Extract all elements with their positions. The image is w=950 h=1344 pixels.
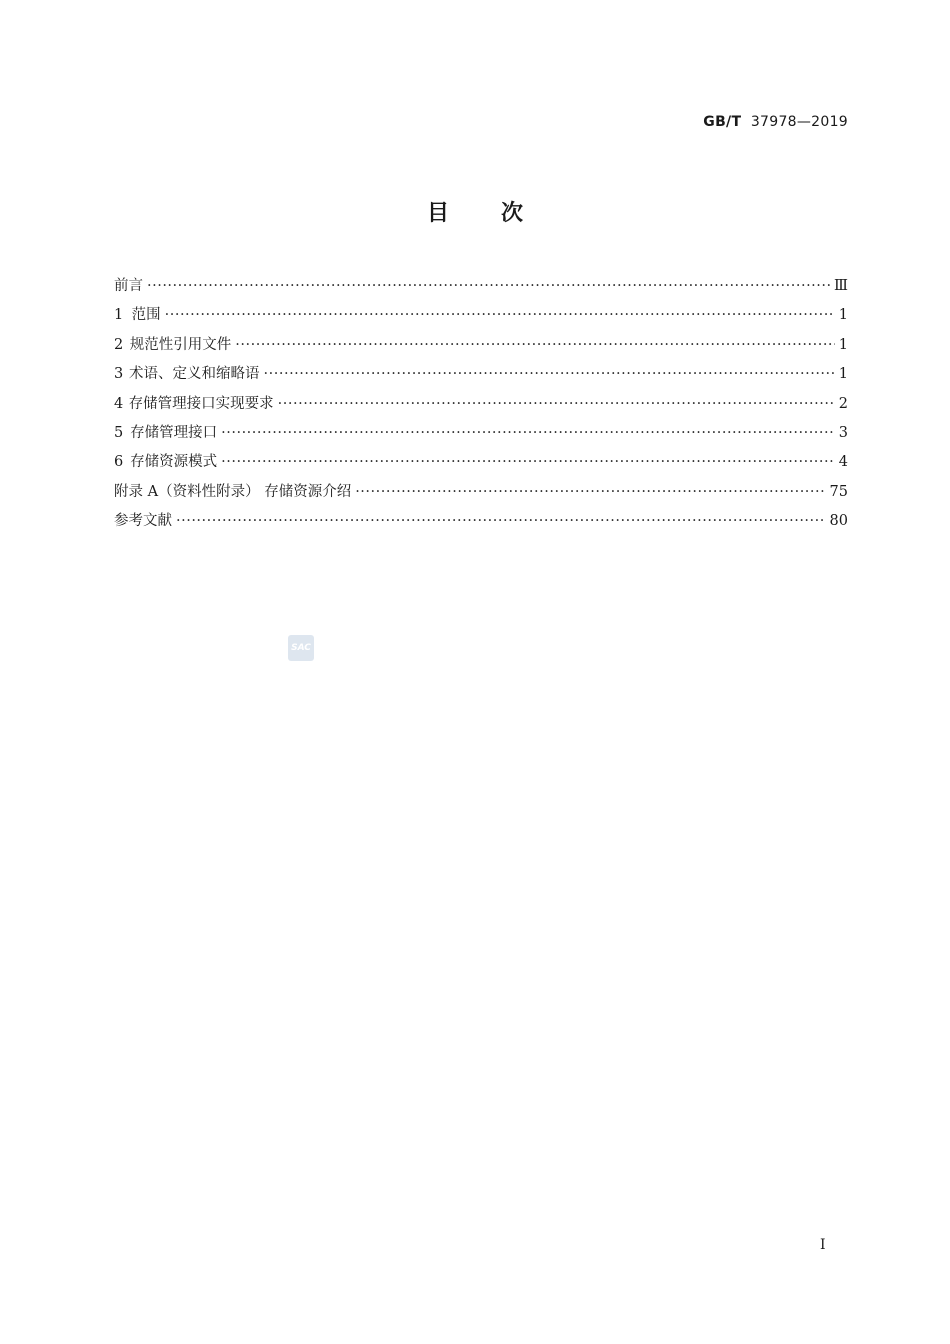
toc-entry-scope[interactable] <box>114 303 848 332</box>
toc-dot-leader <box>221 454 835 470</box>
title-char-2: 次 <box>501 201 524 226</box>
toc-entry-page: 2 <box>838 395 848 412</box>
toc-entry-page: 1 <box>838 307 848 324</box>
page-number: I <box>820 1237 826 1253</box>
toc-entry-number: 1 <box>114 307 124 324</box>
toc-entry-label: 附录 A（资料性附录） 存储资源介绍 <box>114 483 352 500</box>
toc-entry-number: 5 <box>114 424 124 441</box>
toc-dot-leader <box>278 396 835 412</box>
toc-entry-number: 2 <box>114 336 124 353</box>
toc-entry-terms[interactable] <box>114 362 848 391</box>
toc-entry-number: 3 <box>114 366 124 383</box>
toc-dot-leader <box>176 513 826 529</box>
toc-entry-page: 80 <box>829 513 848 530</box>
toc-entry-label: 范围 <box>131 307 161 324</box>
title-char-1: 目 <box>426 201 449 226</box>
watermark-text: SAC <box>291 643 311 653</box>
toc-entry-page: Ⅲ <box>834 278 848 294</box>
toc-entry-foreword[interactable] <box>114 274 848 303</box>
toc-entry-label: 术语、定义和缩略语 <box>129 366 260 383</box>
toc-entry-number: 6 <box>114 454 124 471</box>
toc-dot-leader <box>165 307 835 323</box>
toc-entry-label: 前言 <box>114 278 143 294</box>
toc-entry-label: 存储管理接口 <box>130 424 218 441</box>
sac-logo-watermark-icon <box>288 635 314 661</box>
toc-entry-page: 3 <box>838 424 848 441</box>
toc-dot-leader <box>355 484 825 500</box>
standard-code <box>703 114 848 130</box>
toc-entry-page: 75 <box>829 483 848 500</box>
toc-dot-leader <box>147 278 830 294</box>
toc-entry-page: 1 <box>838 336 848 353</box>
toc-entry-label: 存储资源模式 <box>130 454 218 471</box>
toc-dot-leader <box>221 425 835 441</box>
toc-dot-leader <box>264 366 835 382</box>
toc-entry-number: 4 <box>114 395 124 412</box>
page-title <box>0 196 950 227</box>
toc-entry-page: 1 <box>838 366 848 383</box>
toc-entry-normative-references[interactable] <box>114 333 848 362</box>
toc-entry-label: 参考文献 <box>114 513 172 530</box>
standard-number: 37978—2019 <box>750 114 848 130</box>
toc-entry-label: 存储管理接口实现要求 <box>128 395 274 412</box>
table-of-contents <box>114 274 848 539</box>
toc-entry-resource-schema[interactable] <box>114 450 848 479</box>
toc-entry-implementation-requirements[interactable] <box>114 392 848 421</box>
toc-entry-label: 规范性引用文件 <box>129 336 232 353</box>
standard-prefix: GB/T <box>703 114 742 130</box>
toc-entry-page: 4 <box>838 454 848 471</box>
toc-entry-management-interface[interactable] <box>114 421 848 450</box>
toc-entry-bibliography[interactable] <box>114 509 848 538</box>
toc-entry-annex-a[interactable] <box>114 480 848 509</box>
toc-dot-leader <box>235 337 835 353</box>
